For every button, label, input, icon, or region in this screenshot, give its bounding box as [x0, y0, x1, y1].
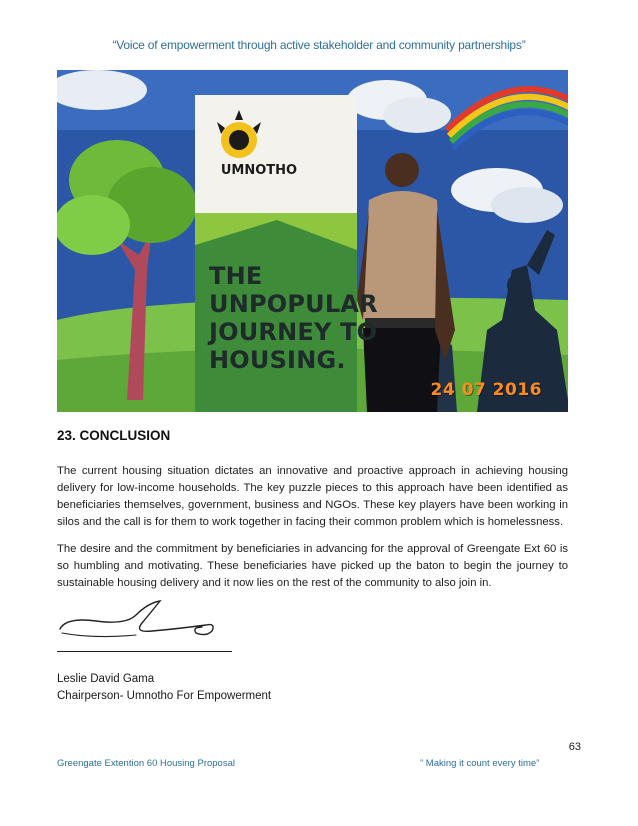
conclusion-paragraph-2: The desire and the commitment by beneficiaries in advancing for the approval of Greengate Ext 60 is so humbling and motivating. These beneficiaries have picked up the baton to begin the journey to sustainable housing delivery and it now lies on the rest of the community to also join in. [57, 543, 568, 589]
banner-line: THE [209, 262, 263, 290]
signer-title: Chairperson- Umnotho For Empowerment [57, 690, 272, 702]
event-photo [57, 70, 568, 412]
signer-name: Leslie David Gama [57, 673, 155, 685]
footer-left-text: Greengate Extention 60 Housing Proposal [57, 758, 235, 769]
handwritten-signature [56, 595, 226, 645]
photo-date-stamp: 24 07 2016 [430, 380, 542, 400]
banner-brand: UMNOTHO [220, 163, 298, 178]
header-quote: “Voice of empowerment through active stakeholder and community partnerships” [112, 38, 526, 52]
footer-right-text: ” Making it count every time” [420, 758, 540, 769]
section-heading: 23. CONCLUSION [57, 428, 171, 443]
banner-line: JOURNEY TO [209, 318, 378, 346]
banner-line: UNPOPULAR [209, 290, 378, 318]
banner-text [209, 262, 378, 374]
page-number: 63 [568, 741, 581, 753]
banner-line: HOUSING. [209, 346, 346, 374]
signature-line [57, 651, 232, 652]
conclusion-paragraph-1: The current housing situation dictates an innovative and proactive approach in achieving housing delivery for low-income households. The key puzzle pieces to this approach have been identified as beneficiaries themselves, government, business and NGOs. These key players have been working in silos and the call is for them to work together in facing their common problem which is homelessness. [57, 465, 568, 528]
